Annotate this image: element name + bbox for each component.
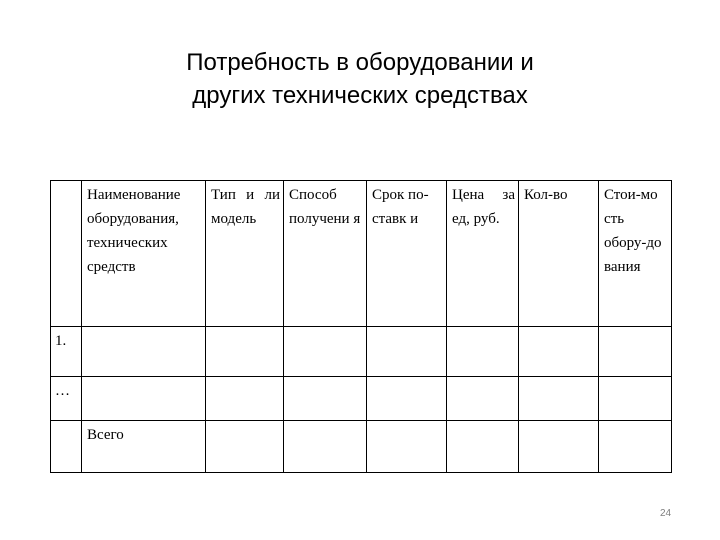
header-cell-method: Способ получени я <box>284 181 367 327</box>
table-cell <box>599 421 672 473</box>
table-cell <box>367 327 447 377</box>
table-row <box>51 377 672 421</box>
table-cell <box>519 421 599 473</box>
row-number <box>51 421 82 473</box>
row-number: … <box>51 377 82 421</box>
table-cell <box>367 377 447 421</box>
row-number: 1. <box>51 327 82 377</box>
header-cell-quantity: Кол-во <box>519 181 599 327</box>
table-cell <box>367 421 447 473</box>
title-line-1: Потребность в оборудовании и <box>186 49 534 76</box>
table-cell <box>447 421 519 473</box>
table-row <box>51 327 672 377</box>
table-cell <box>82 377 206 421</box>
table-cell <box>284 421 367 473</box>
table-cell <box>206 421 284 473</box>
equipment-table <box>50 180 672 473</box>
header-cell-cost: Стои-мо сть обору-до вания <box>599 181 672 327</box>
table-cell <box>519 327 599 377</box>
page-number: 24 <box>660 508 672 519</box>
table-cell <box>82 327 206 377</box>
slide-title <box>100 46 620 112</box>
table-row-total <box>51 421 672 473</box>
header-cell-name: Наименование оборудования, технических средств <box>82 181 206 327</box>
header-cell-type: Тип и ли модель <box>206 181 284 327</box>
total-label: Всего <box>82 421 206 473</box>
table-cell <box>519 377 599 421</box>
header-cell-term: Срок по-ставк и <box>367 181 447 327</box>
table-cell <box>206 377 284 421</box>
header-cell-price: Цена за ед, руб. <box>447 181 519 327</box>
table-cell <box>599 327 672 377</box>
table-cell <box>447 377 519 421</box>
header-cell-number <box>51 181 82 327</box>
header-row <box>51 181 672 327</box>
table-cell <box>599 377 672 421</box>
table-cell <box>284 327 367 377</box>
title-line-2: других технических средствах <box>192 82 528 109</box>
table-cell <box>447 327 519 377</box>
table-cell <box>284 377 367 421</box>
table-cell <box>206 327 284 377</box>
